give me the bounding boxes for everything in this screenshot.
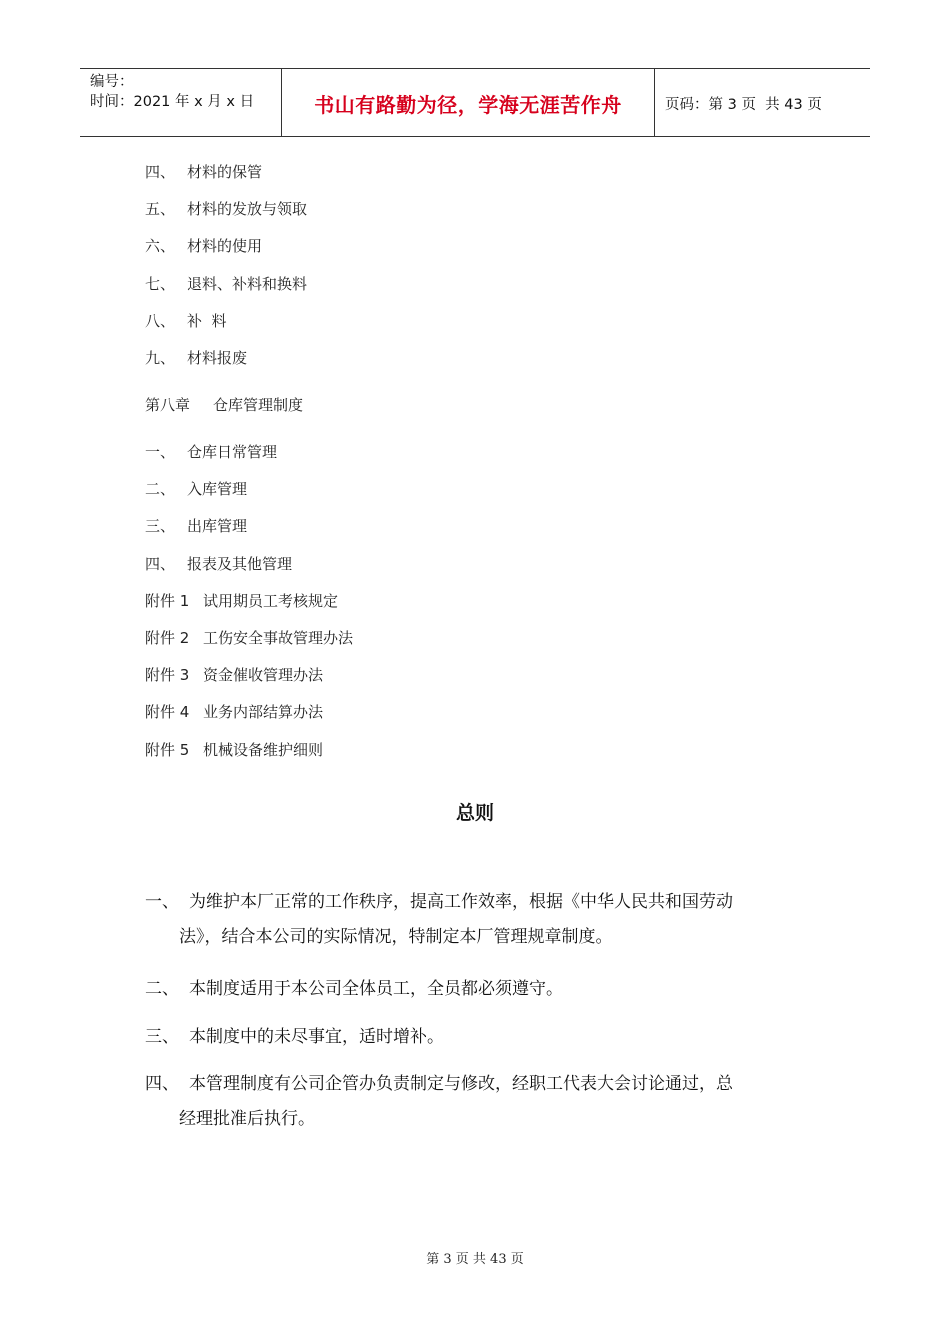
toc-number: 三、 <box>145 517 176 535</box>
toc-text: 材料的使用 <box>187 237 263 255</box>
toc-number: 附件 2 <box>145 629 190 647</box>
toc-attachment <box>145 740 323 760</box>
toc-number: 附件 4 <box>145 703 190 721</box>
header-motto: 书山有路勤为径，学海无涯苦作舟 <box>314 93 622 117</box>
toc-text: 资金催收管理办法 <box>203 666 324 684</box>
toc-number: 四、 <box>145 555 176 573</box>
toc-item <box>145 348 247 368</box>
toc-item <box>145 479 247 499</box>
toc-text: 退料、补料和换料 <box>187 275 308 293</box>
toc-text: 补 料 <box>187 312 227 330</box>
toc-text: 仓库管理制度 <box>213 396 304 414</box>
header-number: 编号： <box>90 74 134 90</box>
body-paragraph <box>145 891 815 948</box>
body-paragraph <box>145 1073 815 1130</box>
toc-item <box>145 274 307 294</box>
toc-text: 入库管理 <box>187 480 248 498</box>
toc-attachment <box>145 591 338 611</box>
paragraph-continuation: 经理批准后执行。 <box>179 1109 315 1129</box>
toc-number: 六、 <box>145 237 176 255</box>
page-footer: 第 3 页 共 43 页 <box>426 1252 524 1267</box>
toc-text: 材料的发放与领取 <box>187 200 308 218</box>
toc-text: 报表及其他管理 <box>187 555 293 573</box>
toc-text: 业务内部结算办法 <box>203 703 324 721</box>
header-meta <box>90 72 254 112</box>
toc-number: 七、 <box>145 275 176 293</box>
header-divider <box>654 69 655 136</box>
paragraph-continuation: 法》，结合本公司的实际情况，特制定本厂管理规章制度。 <box>179 927 613 947</box>
paragraph-number: 四、 <box>145 1074 179 1094</box>
toc-number: 八、 <box>145 312 176 330</box>
paragraph-line: 本制度中的未尽事宜，适时增补。 <box>189 1027 444 1047</box>
toc-text: 材料报废 <box>187 349 248 367</box>
toc-number: 二、 <box>145 480 176 498</box>
section-title: 总则 <box>455 802 494 824</box>
header-time: 时间：2021 年 x 月 x 日 <box>90 94 255 110</box>
toc-attachment <box>145 702 323 722</box>
toc-attachment <box>145 665 323 685</box>
paragraph-number: 一、 <box>145 892 179 912</box>
paragraph-line: 本管理制度有公司企管办负责制定与修改，经职工代表大会讨论通过，总 <box>189 1074 733 1094</box>
header-page-number: 页码：第 3 页 共 43 页 <box>665 97 822 113</box>
toc-number: 一、 <box>145 443 176 461</box>
toc-text: 试用期员工考核规定 <box>203 592 339 610</box>
page-header <box>80 68 870 137</box>
toc-item <box>145 199 307 219</box>
paragraph-line: 为维护本厂正常的工作秩序，提高工作效率，根据《中华人民共和国劳动 <box>189 892 733 912</box>
toc-item <box>145 516 247 536</box>
toc-text: 材料的保管 <box>187 163 263 181</box>
toc-number: 附件 5 <box>145 741 190 759</box>
toc-number: 五、 <box>145 200 176 218</box>
toc-item <box>145 311 227 331</box>
toc-item <box>145 442 277 462</box>
paragraph-line: 本制度适用于本公司全体员工，全员都必须遵守。 <box>189 979 563 999</box>
toc-number: 九、 <box>145 349 176 367</box>
toc-item <box>145 554 292 574</box>
toc-number: 附件 3 <box>145 666 190 684</box>
body-paragraph <box>145 1026 815 1048</box>
paragraph-number: 二、 <box>145 979 179 999</box>
toc-attachment <box>145 628 353 648</box>
toc-text: 仓库日常管理 <box>187 443 278 461</box>
toc-item <box>145 236 262 256</box>
toc-number: 附件 1 <box>145 592 190 610</box>
body-paragraph <box>145 978 815 1000</box>
toc-text: 机械设备维护细则 <box>203 741 324 759</box>
toc-number: 四、 <box>145 163 176 181</box>
toc-text: 工伤安全事故管理办法 <box>203 629 354 647</box>
paragraph-number: 三、 <box>145 1027 179 1047</box>
toc-text: 出库管理 <box>187 517 248 535</box>
toc-chapter <box>145 395 303 415</box>
toc-number: 第八章 <box>145 396 191 414</box>
toc-item <box>145 162 262 182</box>
